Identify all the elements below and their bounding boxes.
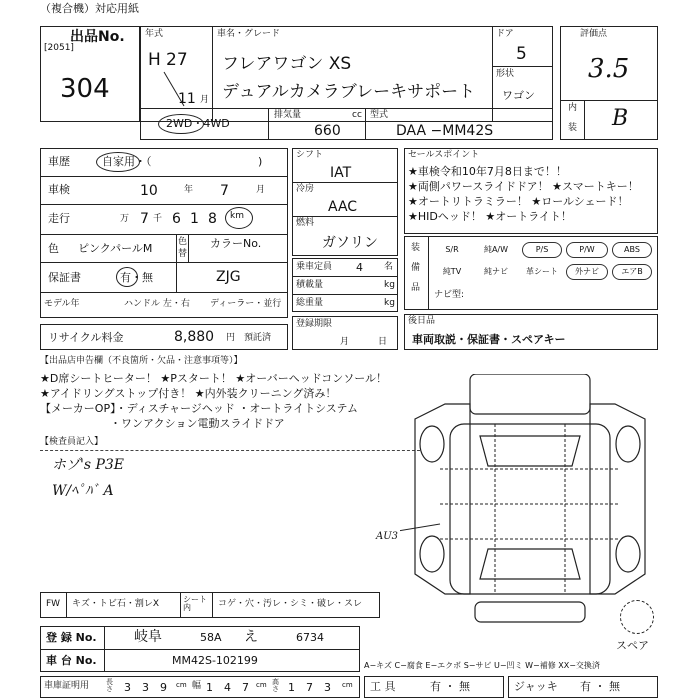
color-value: ピンクパールM	[78, 242, 153, 255]
height-label: 高さ	[272, 678, 279, 693]
shift-label: シフト	[296, 150, 324, 160]
fw-label: FW	[46, 599, 61, 609]
mileage-digit-1: 6	[172, 211, 181, 227]
model-year-label: モデル年	[44, 299, 80, 309]
sales-line-4: ★HIDヘッド！ ★オートライト！	[408, 210, 572, 223]
mileage-unit: km	[230, 211, 244, 221]
reg-class: 58A	[200, 631, 222, 644]
mileage-man: 7	[140, 211, 149, 227]
length-d1: 3	[124, 681, 131, 694]
color-change-2: 替	[178, 249, 188, 259]
inspector-line-2: W/ﾍﾟﾊﾞ A	[52, 483, 114, 499]
jack-label: ジャッキ	[514, 680, 558, 693]
reg-label: 登 録 No.	[46, 631, 97, 644]
mileage-man-unit: 万	[120, 214, 130, 224]
header-form-label: （複合機）対応用紙	[40, 2, 139, 15]
door-label: ドア	[496, 29, 514, 39]
warranty-value: 有・無	[120, 271, 153, 284]
displacement-unit: cc	[352, 110, 362, 120]
history-close: )	[258, 155, 263, 168]
equip-ps: P/S	[522, 242, 562, 258]
length-unit: cm	[176, 681, 187, 689]
equip-navi: 純ナビ	[474, 264, 518, 280]
reg-date-label: 登録期限	[296, 319, 333, 329]
model-label: 車名・グレード	[217, 29, 281, 39]
lot-label: 出品No.	[70, 29, 125, 45]
length-d2: 3	[142, 681, 149, 694]
interior-label-1: 内	[568, 103, 578, 113]
equip-ext-navi: 外ナビ	[566, 264, 608, 280]
fuel-label: 燃料	[296, 218, 315, 228]
notes-line-1: ★D席シートヒーター！ ★Pスタート！ ★オーバーヘッドコンソール！	[40, 372, 388, 385]
chassis-label: 車 台 No.	[46, 654, 97, 667]
reg-kana: え	[244, 629, 258, 645]
notes-line-2: ★アイドリングストップ付き！ ★内外装クリーニング済み！	[40, 387, 337, 400]
capacity-unit: 名	[384, 262, 394, 272]
history-value: 自家用・（	[102, 155, 152, 168]
reg-number: 6734	[296, 631, 324, 644]
gross-label: 総重量	[296, 298, 324, 308]
fuel-value: ガソリン	[322, 235, 378, 251]
inspection-year: 10	[140, 183, 158, 199]
equip-pw: P/W	[566, 242, 608, 258]
color-code-value: ZJG	[216, 269, 241, 285]
notes-label: 【出品店申告欄（不良箇所・欠品・注意事項等）】	[40, 356, 243, 366]
width-d1: 1	[206, 681, 213, 694]
shift-value: IAT	[330, 165, 352, 181]
rating-label: 評価点	[580, 29, 608, 39]
year-era: H	[148, 50, 161, 70]
recycle-unit: 円	[226, 333, 236, 343]
inspection-month: 7	[220, 183, 229, 199]
mileage-digit-2: 1	[190, 211, 199, 227]
notes-line-3: 【メーカーOP】・ディスチャージヘッド ・オートライトシステム	[40, 402, 358, 415]
displacement-value: 660	[314, 123, 341, 139]
ac-label: 冷房	[296, 184, 315, 194]
lot-code: [2051]	[44, 43, 74, 53]
accessories-value: 車両取説・保証書・スペアキー	[412, 333, 566, 346]
load-unit: kg	[384, 280, 395, 290]
spare-tire-icon	[620, 600, 654, 634]
equip-aw: 純A/W	[474, 242, 518, 258]
shape-label: 形状	[496, 69, 515, 79]
dimensions-label: 車庫証明用	[44, 681, 90, 691]
inspection-month-unit: 月	[256, 185, 266, 195]
reg-pref: 岐阜	[134, 629, 162, 645]
length-label: 長さ	[106, 678, 113, 693]
door-value: 5	[516, 44, 527, 64]
handle-label: ハンドル 左・右	[124, 299, 190, 309]
year-month: 11	[178, 91, 196, 107]
inspector-label: 【検査員記入】	[40, 437, 104, 447]
reg-date-month: 月	[340, 337, 350, 347]
inspector-line-1: ホゾ's P3E	[52, 457, 125, 473]
inspection-label: 車検	[48, 183, 70, 196]
jack-value: 有 ・ 無	[580, 680, 620, 693]
equip-navi-type: ナビ型:	[434, 290, 465, 300]
load-label: 積載量	[296, 280, 324, 290]
equip-airbag: エアB	[612, 264, 652, 280]
year-label: 年式	[145, 29, 164, 39]
fw-text: キズ・トビ石・割レX	[72, 599, 159, 609]
height-unit: cm	[342, 681, 353, 689]
shape-value: ワゴン	[502, 89, 535, 102]
height-d1: 1	[288, 681, 295, 694]
mileage-digit-3: 8	[208, 211, 217, 227]
accessories-label: 後日品	[408, 316, 436, 326]
equip-sr: S/R	[432, 242, 472, 258]
spare-label: スペア	[616, 639, 649, 652]
equipment-label-2: 備	[411, 263, 421, 273]
color-label: 色	[48, 242, 59, 255]
width-unit: cm	[256, 681, 267, 689]
interior-grade: B	[612, 106, 629, 131]
reg-date-day: 日	[378, 337, 388, 347]
width-label: 幅	[192, 681, 202, 691]
gross-unit: kg	[384, 298, 395, 308]
year-slash	[160, 70, 190, 110]
length-d3: 9	[160, 681, 167, 694]
warranty-label: 保証書	[48, 271, 81, 284]
notes-line-4: ・ワンアクション電動スライドドア	[110, 417, 285, 430]
year-month-unit: 月	[200, 95, 210, 105]
seat-label: シート内	[183, 595, 207, 612]
chassis-value: MM42S-102199	[172, 654, 258, 667]
type-value: DAA −MM42S	[396, 123, 494, 139]
equip-tv: 純TV	[432, 264, 472, 280]
capacity-value: 4	[356, 261, 363, 274]
lot-number: 304	[60, 74, 110, 104]
height-d3: 3	[324, 681, 331, 694]
equipment-label-1: 装	[411, 243, 421, 253]
capacity-label: 乗車定員	[296, 262, 333, 272]
dealer-label: ディーラー・並行	[210, 299, 282, 309]
recycle-label: リサイクル料金	[48, 331, 124, 344]
sales-line-2: ★両側パワースライドドア！ ★スマートキー！	[408, 180, 639, 193]
history-label: 車歴	[48, 155, 70, 168]
seat-text: コゲ・穴・汚レ・シミ・破レ・スレ	[218, 599, 363, 609]
diagram-note: AU3	[376, 531, 399, 542]
interior-label-2: 装	[568, 123, 578, 133]
width-d3: 7	[242, 681, 249, 694]
sales-label: セールスポイント	[408, 150, 480, 160]
model-grade: デュアルカメラブレーキサポート	[222, 82, 476, 102]
car-damage-diagram	[400, 374, 660, 624]
color-change-1: 色	[178, 237, 188, 247]
ac-value: AAC	[328, 199, 358, 215]
recycle-value: 8,880	[174, 329, 215, 345]
equip-leather: 革シート	[522, 264, 562, 280]
sales-line-3: ★オートリトラミラー！ ★ロールシェード！	[408, 195, 629, 208]
height-d2: 7	[306, 681, 313, 694]
mileage-label: 走行	[48, 212, 70, 225]
equip-abs: ABS	[612, 242, 652, 258]
rating-score: 3.5	[588, 54, 630, 84]
model-name: フレアワゴン XS	[222, 54, 352, 74]
width-d2: 4	[224, 681, 231, 694]
equipment-label-3: 品	[411, 283, 421, 293]
recycle-note: 預託済	[244, 333, 272, 343]
displacement-label: 排気量	[274, 110, 302, 120]
year-value: 27	[166, 50, 188, 70]
tools-value: 有 ・ 無	[430, 680, 470, 693]
inspection-year-unit: 年	[184, 185, 194, 195]
sales-line-1: ★車検令和10年7月8日まで！！	[408, 165, 567, 178]
damage-legend: A−キズ C−腐食 E−エクボ S−サビ U−凹ミ W−補修 XX−交換済	[364, 661, 600, 670]
mileage-sen-unit: 千	[153, 214, 163, 224]
tools-label: 工 具	[370, 680, 396, 693]
drive-options: 2WD・4WD	[166, 117, 230, 130]
type-label: 型式	[370, 110, 389, 120]
color-code-label: カラーNo.	[210, 237, 262, 250]
